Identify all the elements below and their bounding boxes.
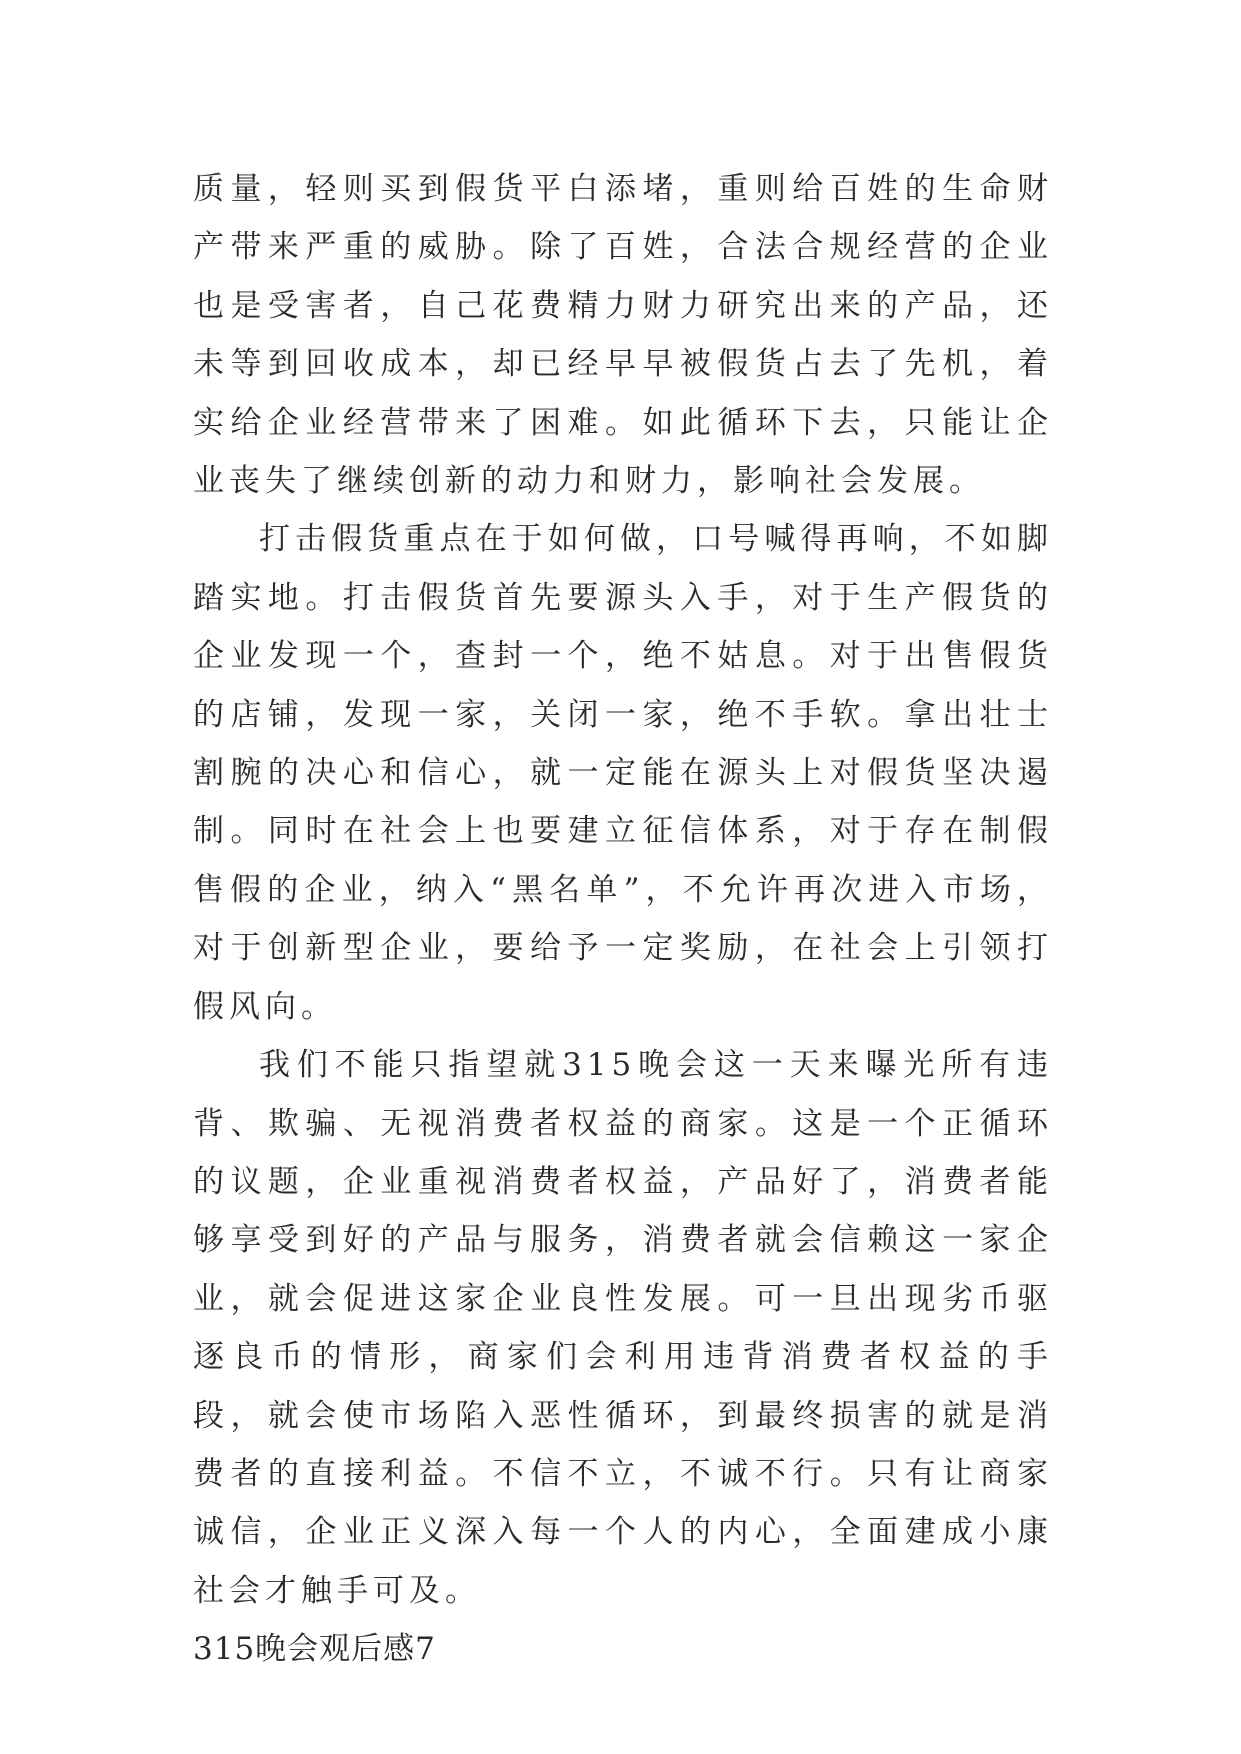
- paragraph-continuation: 质量，轻则买到假货平白添堵，重则给百姓的生命财产带来严重的威胁。除了百姓，合法合规经营的企业也是受害者，自己花费精力财力研究出来的产品，还未等到回收成本，却已经早早被假货占去了先机，着实给企业经营带来了困难。如此循环下去，只能让企业丧失了继续创新的动力和财力，影响社会发展。: [193, 171, 1053, 500]
- document-body: [193, 160, 1053, 1679]
- section-heading: 315晚会观后感7: [193, 1631, 436, 1668]
- paragraph-anti-counterfeit: 打击假货重点在于如何做，口号喊得再响，不如脚踏实地。打击假货首先要源头入手，对于生产假货的企业发现一个，查封一个，绝不姑息。对于出售假货的店铺，发现一家，关闭一家，绝不手软。拿出壮士割腕的决心和信心，就一定能在源头上对假货坚决遏制。同时在社会上也要建立征信体系，对于存在制假售假的企业，纳入“黑名单”，不允许再次进入市场，对于创新型企业，要给予一定奖励，在社会上引领打假风向。: [193, 521, 1053, 1025]
- paragraph-consumer-rights: 我们不能只指望就315晚会这一天来曝光所有违背、欺骗、无视消费者权益的商家。这是一个正循环的议题，企业重视消费者权益，产品好了，消费者能够享受到好的产品与服务，消费者就会信赖这一家企业，就会促进这家企业良性发展。可一旦出现劣币驱逐良币的情形，商家们会利用违背消费者权益的手段，就会使市场陷入恶性循环，到最终损害的就是消费者的直接利益。不信不立，不诚不行。只有让商家诚信，企业正义深入每一个人的内心，全面建成小康社会才触手可及。: [193, 1047, 1053, 1609]
